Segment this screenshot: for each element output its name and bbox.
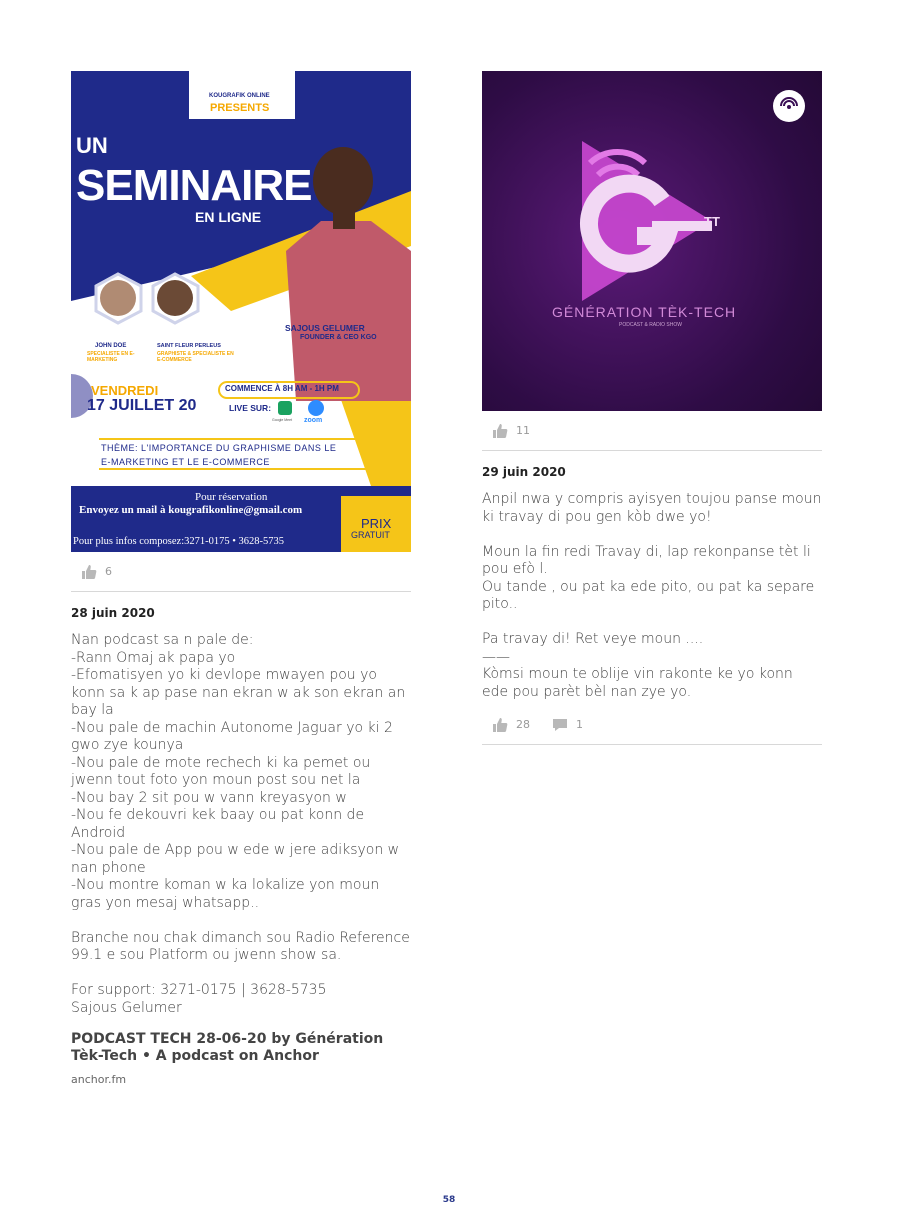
poster-speaker-2-role: GRAPHISTE & SPECIALISTE EN E-COMMERCE	[157, 351, 234, 363]
poster-email: Envoyez un mail à kougrafikonline@gmail.com	[79, 504, 303, 516]
cover-letters: TT	[704, 214, 720, 229]
poster-info: Pour plus infos composez:3271-0175 • 3628-5735	[73, 536, 285, 547]
poster-time: COMMENCE À 8H AM - 1H PM	[225, 384, 339, 393]
podcast-cover-image[interactable]	[482, 71, 822, 411]
link-preview-domain[interactable]: anchor.fm	[71, 1073, 127, 1086]
cover-brand: GÉNÉRATION TÈK-TECH	[552, 304, 737, 320]
cover-graphic	[482, 71, 822, 411]
thumbs-up-icon[interactable]	[492, 423, 508, 439]
post-left	[71, 71, 411, 1086]
poster-main-speaker-role: FOUNDER & CEO KGO	[300, 334, 377, 341]
poster-brand: KOUGRAFIK ONLINE	[209, 93, 270, 99]
like-count: 6	[105, 565, 112, 578]
right-post-reactions-2	[482, 705, 822, 745]
poster-gratuit: GRATUIT	[351, 530, 390, 540]
post-right	[482, 71, 822, 745]
poster-speaker-1-role: SPECIALISTE EN E-MARKETING	[87, 351, 135, 363]
poster-day: VENDREDI	[91, 383, 159, 398]
thumbs-up-icon[interactable]	[81, 564, 97, 580]
post-body: Nan podcast sa n pale de: -Rann Omaj ak papa yo -Efomatisyen yo ki devlope mwayen pou yo konn sa k ap pase nan ekran w ak son ekran an bay la -Nou pale de machin Autonome Jaguar yo ki 2 gwo zye kounya -Nou pale de mote rechech ki ka pemet ou jwenn tout foto yon moun post sou net la -Nou bay 2 sit pou w vann kreyasyon w -Nou fe dekouvri kek baay ou pat konn de Android -Nou pale de App pou w ede w jere adiksyon w nan phone -Nou montre koman w ka lokalize yon moun gras yon mesaj whatsapp.. Branche nou chak dimanch sou Radio Reference 99.1 e sou Platform ou jwenn show sa. For support: 3271-0175 | 3628-5735 Sajous Gelumer	[71, 632, 410, 1016]
poster-prix: PRIX	[361, 516, 392, 531]
page-number: 58	[442, 1195, 456, 1205]
poster-meet-label: Google Meet	[272, 418, 293, 422]
link-preview-title[interactable]: PODCAST TECH 28-06-20 by Génération Tèk-Tech • A podcast on Anchor	[71, 1031, 384, 1064]
poster-presents: PRESENTS	[210, 102, 270, 114]
post-date: 28 juin 2020	[71, 606, 155, 620]
like-count: 11	[516, 424, 530, 437]
left-post-reactions	[71, 552, 411, 592]
poster-date: 17 JUILLET 20	[87, 397, 197, 414]
poster-theme-line-2: E-MARKETING ET LE E-COMMERCE	[101, 457, 270, 467]
like-count: 28	[516, 718, 530, 731]
seminar-poster-image[interactable]	[71, 71, 411, 552]
poster-main-speaker-name: SAJOUS GELUMER	[285, 323, 365, 333]
post-date: 29 juin 2020	[482, 465, 566, 479]
poster-speaker-2-name: SAINT FLEUR PERLEUS	[157, 343, 221, 349]
poster-zoom-label: zoom	[304, 417, 323, 424]
cover-tagline: PODCAST & RADIO SHOW	[619, 322, 682, 328]
comment-count: 1	[576, 718, 583, 731]
right-post-reactions	[482, 411, 822, 451]
poster-speaker-1-name: JOHN DOE	[95, 343, 127, 349]
thumbs-up-icon[interactable]	[492, 717, 508, 733]
poster-live: LIVE SUR:	[229, 403, 272, 413]
post-body: Anpil nwa y compris ayisyen toujou panse moun ki travay di pou gen kòb dwe yo! Moun la fin redi Travay di, lap rekonpanse tèt li pou efò l. Ou tande , ou pat ka ede pito, ou pat ka separe pito.. Pa travay di! Ret veye moun .... —— Kòmsi moun te oblije vin rakonte ke yo konn ede pou parèt bèl nan zye yo.	[482, 491, 822, 700]
poster-title-small: UN	[76, 133, 108, 158]
poster-graphic	[71, 71, 411, 552]
poster-title-sub: EN LIGNE	[195, 209, 262, 225]
poster-theme-line-1: THÈME: L'IMPORTANCE DU GRAPHISME DANS LE	[101, 443, 337, 453]
comment-icon[interactable]	[552, 717, 568, 733]
poster-reservation: Pour réservation	[195, 491, 268, 503]
poster-title-big: SEMINAIRE	[76, 161, 312, 210]
